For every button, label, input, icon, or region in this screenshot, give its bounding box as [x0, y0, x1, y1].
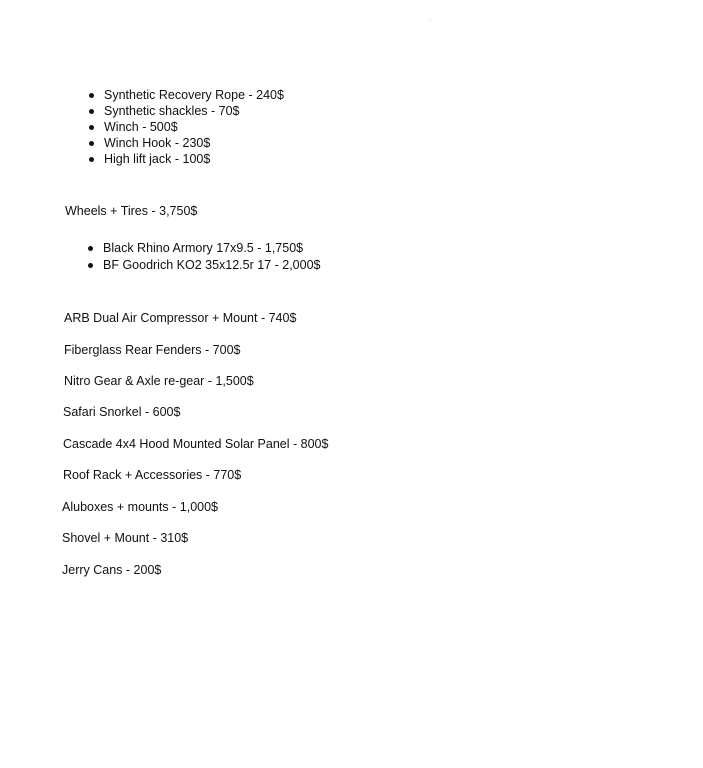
list-item — [104, 87, 284, 103]
bullet-icon — [89, 157, 94, 162]
list-item — [104, 103, 284, 119]
list-item — [104, 119, 284, 135]
item-line: Aluboxes + mounts - 1,000$ — [62, 500, 218, 514]
item-line: Nitro Gear & Axle re-gear - 1,500$ — [64, 374, 254, 388]
list-item-text: Black Rhino Armory 17x9.5 - 1,750$ — [103, 241, 304, 255]
list-item-text: High lift jack - 100$ — [104, 152, 211, 166]
item-line: Roof Rack + Accessories - 770$ — [63, 468, 242, 482]
item-line: Fiberglass Rear Fenders - 700$ — [64, 343, 241, 357]
bullet-icon — [88, 246, 93, 251]
list-item-text: Synthetic Recovery Rope - 240$ — [104, 88, 284, 102]
bullet-icon — [89, 109, 94, 114]
item-line: Safari Snorkel - 600$ — [63, 405, 181, 419]
bullet-icon — [88, 263, 93, 268]
item-line: ARB Dual Air Compressor + Mount - 740$ — [64, 311, 297, 325]
bullet-icon — [89, 141, 94, 146]
list-item-text: Winch - 500$ — [104, 120, 178, 134]
wheels-list — [103, 240, 321, 274]
bullet-icon — [89, 93, 94, 98]
recovery-list — [104, 87, 284, 167]
bullet-icon — [89, 125, 94, 130]
list-item — [104, 151, 284, 167]
list-item — [104, 135, 284, 151]
item-line: Jerry Cans - 200$ — [62, 563, 162, 577]
list-item — [103, 240, 321, 257]
list-item-text: BF Goodrich KO2 35x12.5r 17 - 2,000$ — [103, 258, 321, 272]
scan-speck — [430, 20, 431, 21]
list-item — [103, 257, 321, 274]
list-item-text: Synthetic shackles - 70$ — [104, 104, 240, 118]
item-line: Cascade 4x4 Hood Mounted Solar Panel - 800$ — [63, 437, 329, 451]
item-line: Shovel + Mount - 310$ — [62, 531, 189, 545]
wheels-heading: Wheels + Tires - 3,750$ — [65, 204, 198, 218]
list-item-text: Winch Hook - 230$ — [104, 136, 211, 150]
